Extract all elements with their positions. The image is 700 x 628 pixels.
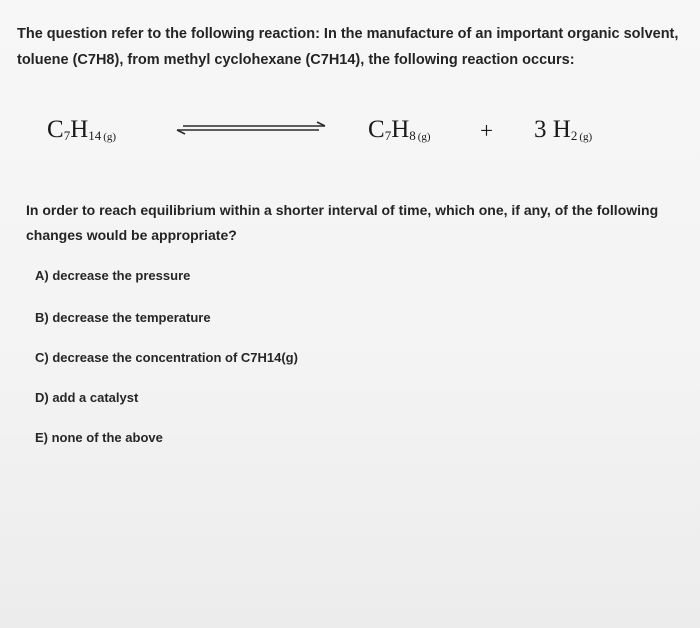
product2-element-h: H — [552, 116, 571, 143]
product1-element-h: H — [391, 116, 410, 143]
product2-subscript-h: 2 — [570, 128, 578, 143]
plus-sign: + — [480, 118, 493, 143]
reactant-subscript-h: 14 — [88, 128, 102, 143]
option-d[interactable]: D) add a catalyst — [35, 390, 139, 405]
reactant-element-c: C — [47, 116, 64, 143]
product1-element-c: C — [368, 116, 385, 143]
reactant-element-h: H — [70, 116, 89, 143]
option-e[interactable]: E) none of the above — [35, 430, 163, 445]
product1-phase: (g) — [417, 131, 431, 143]
option-c[interactable]: C) decrease the concentration of C7H14(g) — [35, 350, 298, 365]
product-hydrogen-formula — [534, 116, 592, 144]
product2-coefficient: 3 — [534, 116, 547, 143]
reactant-formula — [47, 116, 116, 144]
question-paragraph: In order to reach equilibrium within a shorter interval of time, which one, if any, of the following changes would be appropriate? — [26, 202, 659, 243]
product2-phase: (g) — [579, 131, 593, 143]
product-toluene-formula — [368, 116, 431, 144]
option-a[interactable]: A) decrease the pressure — [35, 268, 191, 283]
product1-subscript-c: 7 — [384, 128, 392, 143]
reactant-phase: (g) — [103, 131, 117, 143]
option-b[interactable]: B) decrease the temperature — [35, 310, 211, 325]
intro-paragraph: The question refer to the following reaction: In the manufacture of an important organic solvent, toluene (C7H8), from methyl cyclohexane (C7H14), the following reaction occurs: — [17, 26, 679, 68]
reactant-subscript-c: 7 — [63, 128, 71, 143]
product1-subscript-h: 8 — [409, 128, 416, 143]
equilibrium-arrow-icon — [175, 121, 327, 135]
